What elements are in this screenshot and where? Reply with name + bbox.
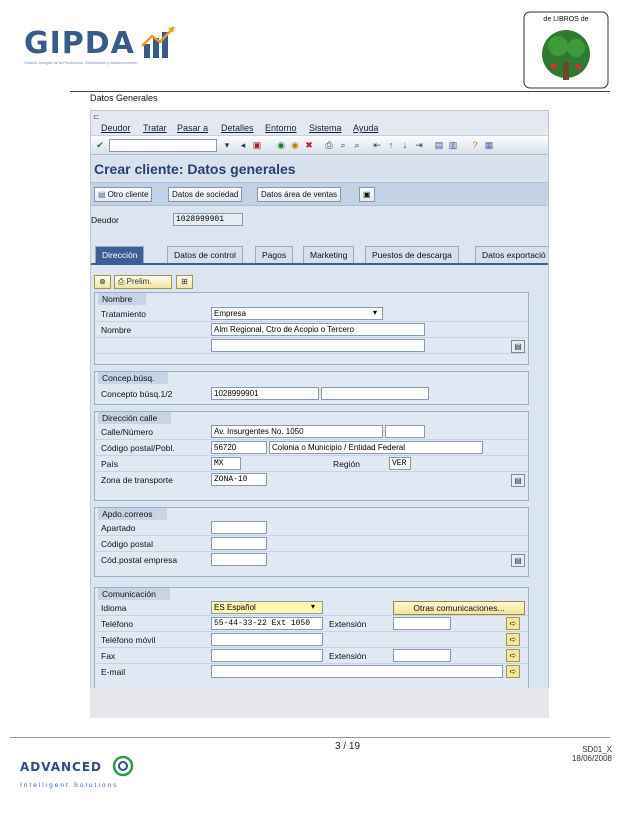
tabstrip — [91, 246, 549, 263]
calle-label: Calle/Número — [101, 427, 153, 437]
menu-pasar-a[interactable]: Pasar a — [177, 123, 209, 133]
concepto-busqueda-group — [94, 371, 529, 405]
screen-title-bar — [91, 156, 549, 180]
telefono-field[interactable]: 55-44-33-22 Ext 1050 — [211, 617, 323, 630]
document-code: SD01_X — [582, 745, 612, 754]
save-icon[interactable]: ▣ — [252, 140, 262, 150]
email-label: E-mail — [101, 667, 126, 677]
tratamiento-label: Tratamiento — [101, 309, 147, 319]
zona-transporte-field[interactable]: ZONA-10 — [211, 473, 267, 486]
section-title: Datos Generales — [90, 93, 158, 103]
last-page-icon[interactable]: ⇥ — [415, 140, 423, 150]
concepto-label: Concepto búsq.1/2 — [101, 389, 173, 399]
advanced-logo-text: ADVANCED — [20, 760, 103, 774]
codigo-postal-field[interactable]: 56720 — [211, 441, 267, 454]
direccion-group-title: Dirección calle — [98, 412, 171, 424]
otras-comunicaciones-button[interactable]: Otras comunicaciones... — [393, 601, 525, 615]
print-preview-icon: ⎙ — [118, 277, 127, 286]
menu-detalles[interactable]: Detalles — [221, 123, 254, 133]
nombre-group-title: Nombre — [98, 293, 146, 305]
tratamiento-dropdown-icon[interactable]: ▾ — [373, 308, 378, 317]
fax-extension-label: Extensión — [329, 651, 367, 661]
gipda-tagline: Gestión Integral de la Producción, Distribución y Abastecimiento — [24, 60, 138, 65]
datos-area-ventas-button[interactable]: Datos área de ventas — [257, 187, 341, 202]
find-icon[interactable]: ⌕ — [340, 140, 346, 150]
nombre-field-2[interactable] — [211, 339, 425, 352]
menu-sistema[interactable]: Sistema — [309, 123, 342, 133]
screen-title: Crear cliente: Datos generales — [94, 161, 296, 177]
application-toolbar — [91, 182, 549, 206]
codigo-postal-apdo-field[interactable] — [211, 537, 267, 550]
concepto-field-1[interactable]: 1028999901 — [211, 387, 319, 400]
comunicacion-group — [94, 587, 529, 697]
fax-label: Fax — [101, 651, 116, 661]
more-fields-icon[interactable]: ▤ — [511, 340, 525, 353]
region-label: Región — [333, 459, 360, 469]
direccion-tab-panel — [91, 263, 549, 718]
shortcut-icon[interactable]: ▥ — [448, 140, 458, 150]
footer-rule — [10, 737, 610, 738]
customer-icon: ▤ — [98, 190, 106, 199]
menu-tratar[interactable]: Tratar — [143, 123, 167, 133]
cancel-icon[interactable]: ✖ — [305, 140, 313, 150]
previous-page-icon[interactable]: ↑ — [388, 140, 394, 150]
telefono-label: Teléfono — [101, 619, 134, 629]
menu-ayuda[interactable]: Ayuda — [353, 123, 379, 133]
header-rule — [70, 91, 610, 92]
pais-field[interactable]: MX — [211, 457, 241, 470]
direccion-calle-group — [94, 411, 529, 501]
calle-field[interactable]: Av. Insurgentes No. 1050 — [211, 425, 383, 438]
tab-direccion[interactable]: Dirección — [95, 246, 144, 263]
tab-datos-control[interactable]: Datos de control — [167, 246, 243, 263]
concepto-field-2[interactable] — [321, 387, 429, 400]
command-field[interactable] — [109, 139, 217, 152]
apdo-correos-group — [94, 507, 529, 577]
fax-extension-field[interactable] — [393, 649, 451, 662]
enter-icon[interactable]: ✔ — [96, 140, 104, 150]
nombre-label: Nombre — [101, 325, 132, 335]
otro-cliente-button[interactable]: ▤ Otro cliente — [94, 187, 152, 202]
document-date: 18/06/2008 — [571, 754, 612, 763]
fax-field[interactable] — [211, 649, 323, 662]
email-more-icon[interactable]: ➪ — [506, 665, 520, 678]
tab-datos-exportacion[interactable]: Datos exportació — [475, 246, 549, 263]
deudor-label: Deudor — [91, 215, 119, 225]
sap-status-area — [90, 688, 549, 718]
concepto-group-title: Concep.búsq. — [98, 372, 168, 384]
advanced-tagline: Intelligent Solutions — [20, 782, 119, 789]
nombre-group — [94, 292, 529, 365]
numero-field[interactable] — [385, 425, 425, 438]
zona-transporte-label: Zona de transporte — [101, 475, 173, 485]
more-address-fields-icon[interactable]: ▤ — [511, 474, 525, 487]
exit-icon[interactable]: ◉ — [291, 140, 299, 150]
tab-marketing[interactable]: Marketing — [303, 246, 354, 263]
datos-sociedad-button[interactable]: Datos de sociedad — [168, 187, 242, 202]
back-arrow-icon[interactable]: ◂ — [240, 140, 246, 150]
apdo-group-title: Apdo.correos — [98, 508, 167, 520]
apartado-field[interactable] — [211, 521, 267, 534]
movil-more-icon[interactable]: ➪ — [506, 633, 520, 646]
fax-more-icon[interactable]: ➪ — [506, 649, 520, 662]
print-icon[interactable]: ⎙ — [325, 140, 333, 150]
svg-text:de LIBROS de: de LIBROS de — [543, 16, 589, 23]
nombre-field-1[interactable]: Alm Regional, Ctro de Acopio o Tercero — [211, 323, 425, 336]
conaliteg-seal-logo — [518, 10, 614, 90]
cp-empresa-label: Cód.postal empresa — [101, 555, 178, 565]
idioma-field[interactable]: ES Español — [211, 601, 323, 614]
expand-icon[interactable]: ⊗ — [94, 275, 111, 289]
codigo-postal-poblacion-label: Código postal/Pobl. — [101, 443, 175, 453]
telefono-movil-field[interactable] — [211, 633, 323, 646]
additional-data-icon[interactable]: ▣ — [359, 187, 375, 202]
tab-puestos-descarga[interactable]: Puestos de descarga — [365, 246, 459, 263]
find-next-icon[interactable]: ⌕ — [354, 140, 360, 150]
back-icon[interactable]: ◉ — [277, 140, 285, 150]
command-dropdown-icon[interactable]: ▾ — [224, 140, 230, 150]
extension-label: Extensión — [329, 619, 367, 629]
new-session-icon[interactable]: ▤ — [434, 140, 444, 150]
tab-pagos[interactable]: Pagos — [255, 246, 293, 263]
growth-chart-icon — [140, 24, 178, 60]
apartado-label: Apartado — [101, 523, 136, 533]
menu-entorno[interactable]: Entorno — [265, 123, 297, 133]
cp-empresa-field[interactable] — [211, 553, 267, 566]
comunicacion-group-title: Comunicación — [98, 588, 170, 600]
idioma-dropdown-icon[interactable]: ▾ — [311, 602, 316, 611]
telefono-movil-label: Teléfono móvil — [101, 635, 156, 645]
menu-deudor[interactable]: Deudor — [101, 123, 131, 133]
region-field[interactable]: VER — [389, 457, 411, 470]
first-page-icon[interactable]: ⇤ — [373, 140, 381, 150]
page-number: 3 / 19 — [335, 741, 361, 752]
next-page-icon[interactable]: ↓ — [402, 140, 408, 150]
email-field[interactable] — [211, 665, 503, 678]
extension-field[interactable] — [393, 617, 451, 630]
standard-toolbar — [91, 135, 549, 155]
help-icon[interactable]: ? — [472, 140, 478, 150]
sap-window — [90, 110, 549, 718]
telefono-more-icon[interactable]: ➪ — [506, 617, 520, 630]
menu-bar — [91, 111, 549, 135]
gipda-logo-text: GIPDA — [24, 26, 135, 61]
more-postal-fields-icon[interactable]: ▤ — [511, 554, 525, 567]
poblacion-field[interactable]: Colonia o Municipio / Entidad Federal — [269, 441, 483, 454]
window-menu-icon[interactable]: ⊏ — [93, 112, 100, 121]
deudor-field: 1028999901 — [173, 213, 243, 226]
tratamiento-field[interactable]: Empresa — [211, 307, 383, 320]
advanced-logo-icon — [112, 755, 134, 777]
layout-menu-icon[interactable]: ▦ — [484, 140, 494, 150]
international-versions-icon[interactable]: ⊞ — [176, 275, 193, 289]
pais-label: País — [101, 459, 119, 469]
codigo-postal-apdo-label: Código postal — [101, 539, 153, 549]
prelim-button[interactable]: ⎙ Prelim. — [114, 275, 172, 289]
idioma-label: Idioma — [101, 603, 127, 613]
